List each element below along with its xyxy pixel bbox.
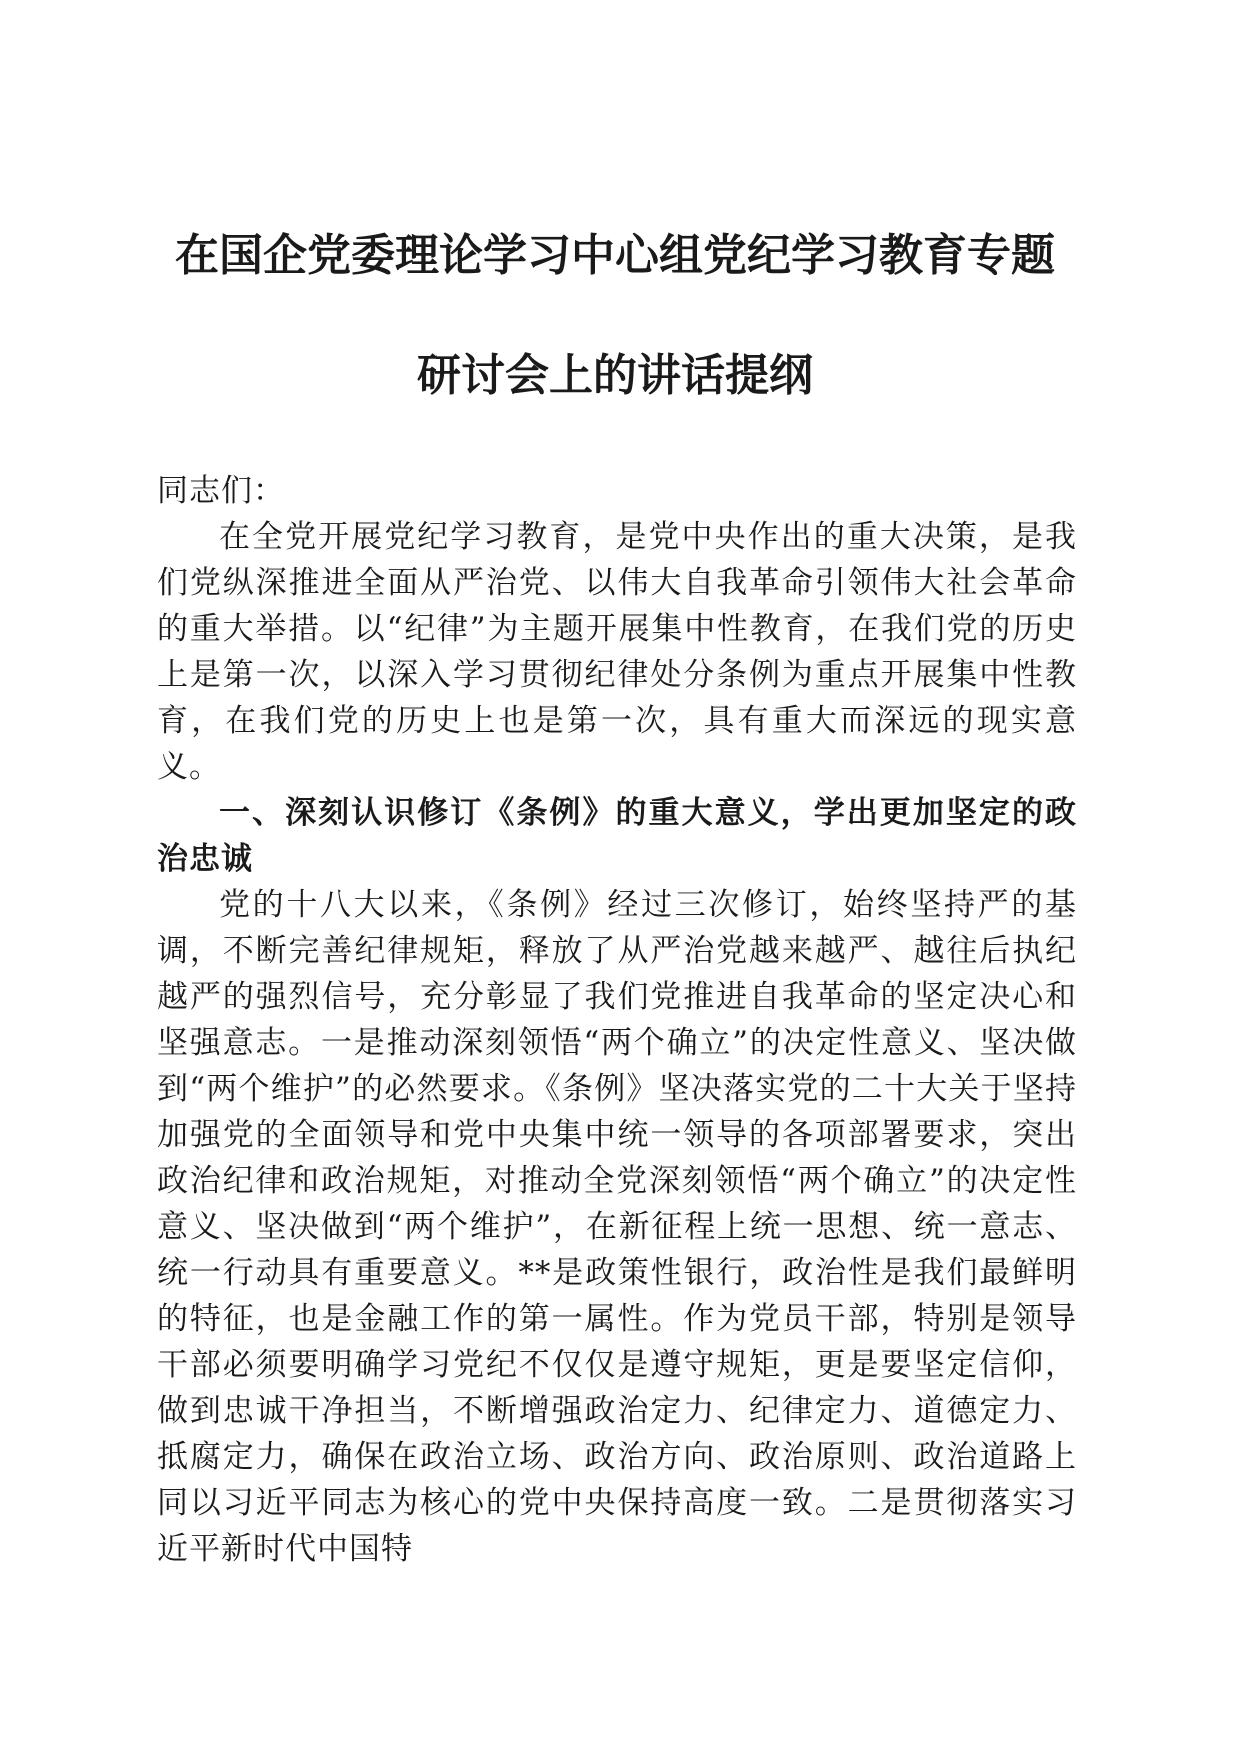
salutation: 同志们：: [157, 473, 285, 509]
document-title-line-2: 研讨会上的讲话提纲: [417, 350, 813, 401]
section-heading-1: 一、深刻认识修订《条例》的重大意义，学出更加坚定的政治忠诚: [157, 795, 1077, 877]
paragraph-section-1: 党的十八大以来，《条例》经过三次修订，始终坚持严的基调，不断完善纪律规矩，释放了从严治党越来越严、越往后执纪越严的强烈信号，充分彰显了我们党推进自我革命的坚定决心和坚强意志。一是推动深刻领悟“两个确立”的决定性意义、坚决做到“两个维护”的必然要求。《条例》坚决落实党的二十大关于坚持加强党的全面领导和党中央集中统一领导的各项部署要求，突出政治纪律和政治规矩，对推动全党深刻领悟“两个确立”的决定性意义、坚决做到“两个维护”，在新征程上统一思想、统一意志、统一行动具有重要意义。**是政策性银行，政治性是我们最鲜明的特征，也是金融工作的第一属性。作为党员干部，特别是领导干部必须要明确学习党纪不仅仅是遵守规矩，更是要坚定信仰，做到忠诚干净担当，不断增强政治定力、纪律定力、道德定力、抵腐定力，确保在政治立场、政治方向、政治原则、政治道路上同以习近平同志为核心的党中央保持高度一致。二是贯彻落实习近平新时代中国特: [157, 887, 1077, 1567]
document-title-line-1: 在国企党委理论学习中心组党纪学习教育专题: [175, 230, 1055, 281]
document-body: [157, 468, 1077, 1572]
paragraph-intro: 在全党开展党纪学习教育，是党中央作出的重大决策，是我们党纵深推进全面从严治党、以伟大自我革命引领伟大社会革命的重大举措。以“纪律”为主题开展集中性教育，在我们党的历史上是第一次，以深入学习贯彻纪律处分条例为重点开展集中性教育，在我们党的历史上也是第一次，具有重大而深远的现实意义。: [157, 519, 1077, 785]
